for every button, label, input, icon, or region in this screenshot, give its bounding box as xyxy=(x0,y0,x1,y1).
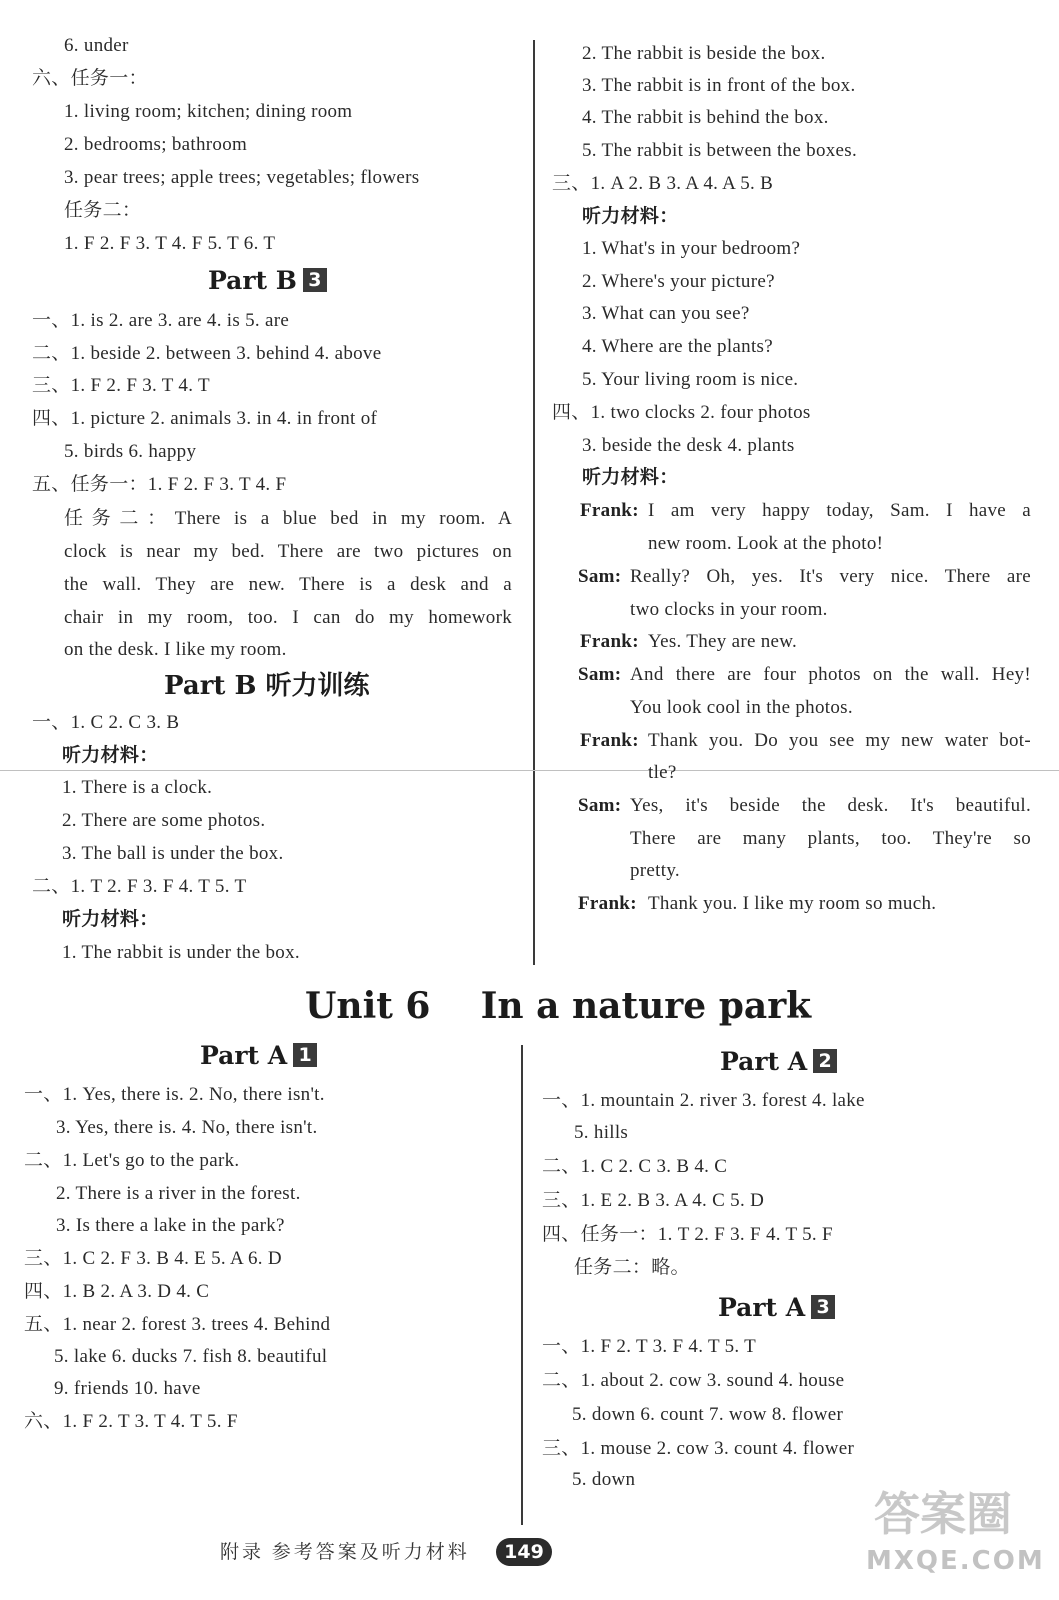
task2-paragraph-line: 任务二：There is a blue bed in my room. A xyxy=(64,508,512,529)
part-a3-title: Part A xyxy=(718,1293,806,1322)
part-b-listening-heading: Part B 听力训练 xyxy=(164,671,370,701)
part-a2-number-badge: 2 xyxy=(813,1049,837,1073)
answer-line: 一、1. C 2. C 3. B xyxy=(32,712,180,733)
dialogue-line: Really? Oh, yes. It's very nice. There are xyxy=(630,566,1031,587)
answer-line: 5. lake 6. ducks 7. fish 8. beautiful xyxy=(54,1346,328,1367)
answer-line: 5. birds 6. happy xyxy=(64,441,197,462)
answer-line: 六、1. F 2. T 3. T 4. T 5. F xyxy=(24,1411,238,1432)
dialogue-speaker: Sam: xyxy=(578,566,622,587)
dialogue-speaker: Frank: xyxy=(580,631,639,652)
dialogue-line: Yes. They are new. xyxy=(648,631,798,652)
answer-line: 2. There are some photos. xyxy=(62,810,266,831)
answer-line: 2. bedrooms; bathroom xyxy=(64,134,248,155)
answer-line: 2. The rabbit is beside the box. xyxy=(582,43,826,64)
page-number-badge: 149 xyxy=(496,1538,552,1566)
dialogue-speaker: Frank: xyxy=(580,500,639,521)
column-divider-top xyxy=(533,40,535,965)
unit-title: Unit 6 In a nature park xyxy=(305,985,812,1027)
answer-line: 三、1. A 2. B 3. A 4. A 5. B xyxy=(552,173,774,194)
answer-line: 五、任务一：1. F 2. F 3. T 4. F xyxy=(32,474,287,495)
answer-line: 二、1. C 2. C 3. B 4. C xyxy=(542,1156,728,1177)
part-a3-number-badge: 3 xyxy=(811,1295,835,1319)
answer-line: 3. beside the desk 4. plants xyxy=(582,435,795,456)
answer-line: 3. pear trees; apple trees; vegetables; flowers xyxy=(64,167,420,188)
task2-paragraph-line: clock is near my bed. There are two pictures on xyxy=(64,541,512,562)
answer-line: 1. There is a clock. xyxy=(62,777,213,798)
section-six-task1: 六、任务一： xyxy=(32,68,148,89)
part-a2-title: Part A xyxy=(720,1047,808,1076)
answer-line: 二、1. Let's go to the park. xyxy=(24,1150,240,1171)
part-a3-heading xyxy=(718,1293,835,1323)
answer-line: 二、1. about 2. cow 3. sound 4. house xyxy=(542,1370,845,1391)
part-a2-heading xyxy=(720,1047,837,1077)
line-under: 6. under xyxy=(64,35,129,56)
answer-line: 四、1. two clocks 2. four photos xyxy=(552,402,811,423)
answer-line: 三、1. E 2. B 3. A 4. C 5. D xyxy=(542,1190,765,1211)
part-b3-heading xyxy=(208,266,327,296)
task2-paragraph-line: chair in my room, too. I can do my homework xyxy=(64,607,512,628)
watermark-logo: 答案圈 xyxy=(874,1487,1012,1541)
task2-paragraph-line: the wall. They are new. There is a desk and a xyxy=(64,574,512,595)
answer-line: 三、1. C 2. F 3. B 4. E 5. A 6. D xyxy=(24,1248,282,1269)
dialogue-line: Thank you. I like my room so much. xyxy=(648,893,937,914)
listening-material-label: 听力材料： xyxy=(62,909,159,930)
answer-line: 2. Where's your picture? xyxy=(582,271,775,292)
answer-line: 三、1. F 2. F 3. T 4. T xyxy=(32,375,210,396)
dialogue-speaker: Sam: xyxy=(578,795,622,816)
task2-paragraph-line: on the desk. I like my room. xyxy=(64,639,287,660)
answer-line: 一、1. Yes, there is. 2. No, there isn't. xyxy=(24,1084,325,1105)
footer-caption: 附录 参考答案及听力材料 xyxy=(220,1542,470,1563)
answer-line: 9. friends 10. have xyxy=(54,1378,201,1399)
answer-line: 3. Is there a lake in the park? xyxy=(56,1215,285,1236)
fold-line xyxy=(0,770,1059,771)
dialogue-line: tle? xyxy=(648,762,677,783)
answer-line: 1. What's in your bedroom? xyxy=(582,238,801,259)
answer-line: 三、1. mouse 2. cow 3. count 4. flower xyxy=(542,1438,855,1459)
dialogue-speaker: Frank: xyxy=(580,730,639,751)
answer-line: 2. There is a river in the forest. xyxy=(56,1183,301,1204)
answer-line: 五、1. near 2. forest 3. trees 4. Behind xyxy=(24,1314,331,1335)
answer-line: 四、1. picture 2. animals 3. in 4. in front of xyxy=(32,408,378,429)
answer-line: 一、1. F 2. T 3. F 4. T 5. T xyxy=(542,1336,757,1357)
answer-line: 5. The rabbit is between the boxes. xyxy=(582,140,858,161)
dialogue-line: I am very happy today, Sam. I have a xyxy=(648,500,1031,521)
dialogue-speaker: Sam: xyxy=(578,664,622,685)
answer-line: 一、1. mountain 2. river 3. forest 4. lake xyxy=(542,1090,865,1111)
dialogue-line: Thank you. Do you see my new water bot- xyxy=(648,730,1031,751)
watermark-site: MXQE.COM xyxy=(866,1546,1045,1576)
answer-line: 5. Your living room is nice. xyxy=(582,369,799,390)
task2-label: 任务二： xyxy=(64,200,142,221)
answer-line: 1. The rabbit is under the box. xyxy=(62,942,300,963)
answer-line: 二、1. T 2. F 3. F 4. T 5. T xyxy=(32,876,247,897)
dialogue-line: Yes, it's beside the desk. It's beautiful. xyxy=(630,795,1031,816)
answer-line: 4. Where are the plants? xyxy=(582,336,773,357)
dialogue-line: And there are four photos on the wall. Hey! xyxy=(630,664,1031,685)
answer-line: 1. F 2. F 3. T 4. F 5. T 6. T xyxy=(64,233,276,254)
dialogue-line: There are many plants, too. They're so xyxy=(630,828,1031,849)
listening-material-label: 听力材料： xyxy=(582,206,679,227)
answer-line: 3. What can you see? xyxy=(582,303,750,324)
listening-material-label: 听力材料： xyxy=(582,467,679,488)
answer-line: 3. The rabbit is in front of the box. xyxy=(582,75,856,96)
dialogue-speaker: Frank: xyxy=(578,893,637,914)
answer-line: 二、1. beside 2. between 3. behind 4. above xyxy=(32,343,382,364)
answer-line: 3. The ball is under the box. xyxy=(62,843,284,864)
answer-line: 四、任务一：1. T 2. F 3. F 4. T 5. F xyxy=(542,1224,833,1245)
dialogue-line: new room. Look at the photo! xyxy=(648,533,884,554)
answer-line: 5. hills xyxy=(574,1122,629,1143)
part-b3-title: Part B xyxy=(208,266,297,295)
dialogue-line: two clocks in your room. xyxy=(630,599,828,620)
answer-line: 四、1. B 2. A 3. D 4. C xyxy=(24,1281,210,1302)
part-a1-number-badge: 1 xyxy=(293,1043,317,1067)
part-a1-heading xyxy=(200,1041,317,1071)
answer-line: 5. down xyxy=(572,1469,636,1490)
answer-line: 5. down 6. count 7. wow 8. flower xyxy=(572,1404,844,1425)
answer-line: 4. The rabbit is behind the box. xyxy=(582,107,829,128)
column-divider-bottom xyxy=(521,1045,523,1525)
part-b3-number-badge: 3 xyxy=(303,268,327,292)
answer-line: 任务二：略。 xyxy=(574,1257,690,1278)
dialogue-line: You look cool in the photos. xyxy=(630,697,853,718)
answer-line: 3. Yes, there is. 4. No, there isn't. xyxy=(56,1117,318,1138)
answer-line: 1. living room; kitchen; dining room xyxy=(64,101,353,122)
answer-line: 一、1. is 2. are 3. are 4. is 5. are xyxy=(32,310,290,331)
listening-material-label: 听力材料： xyxy=(62,745,159,766)
dialogue-line: pretty. xyxy=(630,860,680,881)
part-a1-title: Part A xyxy=(200,1041,288,1070)
